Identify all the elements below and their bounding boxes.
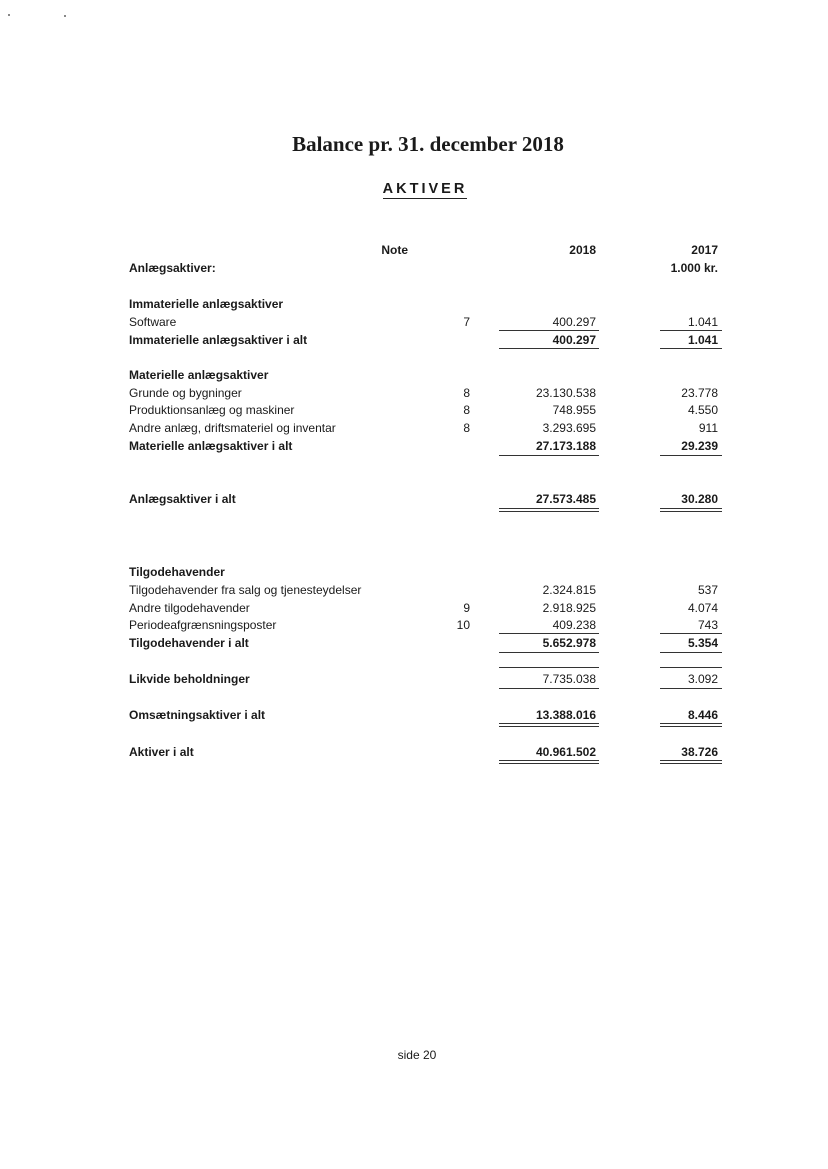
- row-value-2018: 3.293.695: [542, 421, 596, 435]
- row-value-2018: 5.652.978: [542, 636, 596, 650]
- double-rule: [499, 760, 599, 761]
- row-label: Immaterielle anlægsaktiver i alt: [129, 333, 308, 347]
- row-value-2018: 748.955: [552, 403, 596, 417]
- row-label: Aktiver i alt: [129, 745, 194, 759]
- section-heading: [0, 181, 828, 197]
- row-value-2018: 7.735.038: [542, 672, 596, 686]
- row-value-2017: 1.041: [687, 333, 718, 347]
- row-value-2017: 743: [697, 618, 718, 632]
- subtotal-rule: [499, 667, 599, 668]
- table-row: [0, 313, 828, 331]
- row-value-2018: 13.388.016: [535, 708, 596, 722]
- double-rule: [499, 508, 599, 509]
- row-value-2017: 3.092: [687, 672, 718, 686]
- row-label: Tilgodehavender fra salg og tjenesteydelser: [129, 583, 362, 597]
- row-value-2018: 409.238: [552, 618, 596, 632]
- year-2017-header: 2017: [691, 243, 718, 257]
- grand-subtotal-row: [0, 706, 828, 724]
- page-title: Balance pr. 31. december 2018: [292, 132, 564, 156]
- double-rule: [660, 723, 722, 724]
- row-label: Tilgodehavender i alt: [129, 636, 249, 650]
- page-number: side 20: [397, 1048, 437, 1062]
- row-note: 8: [463, 386, 470, 400]
- immaterielle-heading-row: [0, 295, 828, 313]
- row-note: 8: [463, 403, 470, 417]
- row-note: 7: [463, 315, 470, 329]
- row-value-2018: 400.297: [552, 315, 596, 329]
- double-rule: [660, 508, 722, 509]
- row-label: Anlægsaktiver i alt: [129, 492, 236, 506]
- row-note: 10: [456, 618, 470, 632]
- double-rule: [499, 723, 599, 724]
- grand-total-row: [0, 743, 828, 761]
- total-row: [0, 670, 828, 688]
- row-value-2018: 2.918.925: [542, 601, 596, 615]
- row-value-2018: 27.173.188: [535, 439, 596, 453]
- materielle-heading: Materielle anlægsaktiver: [129, 368, 269, 382]
- row-value-2017: 537: [697, 583, 718, 597]
- total-rule: [499, 455, 599, 456]
- row-label: Grunde og bygninger: [129, 386, 242, 400]
- row-value-2017: 29.239: [681, 439, 718, 453]
- row-value-2017: 38.726: [681, 745, 718, 759]
- row-value-2017: 30.280: [681, 492, 718, 506]
- table-row: [0, 384, 828, 402]
- row-label: Andre tilgodehavender: [129, 601, 250, 615]
- row-label: Andre anlæg, driftsmateriel og inventar: [129, 421, 336, 435]
- total-rule: [499, 688, 599, 689]
- row-value-2018: 27.573.485: [535, 492, 596, 506]
- double-rule: [499, 726, 599, 727]
- table-row: [0, 401, 828, 419]
- row-label: Periodeafgrænsningsposter: [129, 618, 277, 632]
- total-row: [0, 437, 828, 455]
- row-label: Materielle anlægsaktiver i alt: [129, 439, 293, 453]
- double-rule: [499, 511, 599, 512]
- table-row: [0, 419, 828, 437]
- row-value-2018: 2.324.815: [542, 583, 596, 597]
- row-value-2017: 8.446: [687, 708, 718, 722]
- unit-row: [0, 259, 828, 277]
- row-value-2017: 23.778: [681, 386, 718, 400]
- row-value-2018: 400.297: [552, 333, 596, 347]
- anlaegsaktiver-heading: Anlægsaktiver:: [129, 261, 216, 275]
- section-heading-text: AKTIVER: [382, 181, 468, 197]
- grand-subtotal-row: [0, 490, 828, 508]
- immaterielle-heading: Immaterielle anlægsaktiver: [129, 297, 284, 311]
- materielle-heading-row: [0, 366, 828, 384]
- double-rule: [660, 511, 722, 512]
- row-value-2017: 4.550: [687, 403, 718, 417]
- row-note: 9: [463, 601, 470, 615]
- table-row: [0, 616, 828, 634]
- total-rule: [660, 688, 722, 689]
- row-value-2018: 23.130.538: [535, 386, 596, 400]
- total-row: [0, 331, 828, 349]
- row-note: 8: [463, 421, 470, 435]
- table-row: [0, 599, 828, 617]
- double-rule: [499, 763, 599, 764]
- total-rule: [660, 652, 722, 653]
- row-value-2018: 40.961.502: [535, 745, 596, 759]
- double-rule: [660, 763, 722, 764]
- column-header-row: [0, 241, 828, 259]
- double-rule: [660, 760, 722, 761]
- row-label: Software: [129, 315, 177, 329]
- year-2018-header: 2018: [569, 243, 596, 257]
- tilgodehavender-heading-row: [0, 563, 828, 581]
- total-row: [0, 634, 828, 652]
- table-row: [0, 581, 828, 599]
- row-value-2017: 911: [698, 421, 718, 435]
- total-rule: [499, 348, 599, 349]
- row-value-2017: 4.074: [687, 601, 718, 615]
- row-label: Produktionsanlæg og maskiner: [129, 403, 295, 417]
- scan-speck: [8, 14, 10, 16]
- row-value-2017: 5.354: [687, 636, 718, 650]
- row-label: Omsætningsaktiver i alt: [129, 708, 266, 722]
- total-rule: [660, 348, 722, 349]
- note-column-header: Note: [381, 243, 408, 257]
- tilgodehavender-heading: Tilgodehavender: [129, 565, 225, 579]
- total-rule: [499, 652, 599, 653]
- row-value-2017: 1.041: [687, 315, 718, 329]
- double-rule: [660, 726, 722, 727]
- unit-label: 1.000 kr.: [670, 261, 718, 275]
- row-label: Likvide beholdninger: [129, 672, 250, 686]
- scan-speck: [64, 15, 66, 17]
- subtotal-rule: [660, 667, 722, 668]
- total-rule: [660, 455, 722, 456]
